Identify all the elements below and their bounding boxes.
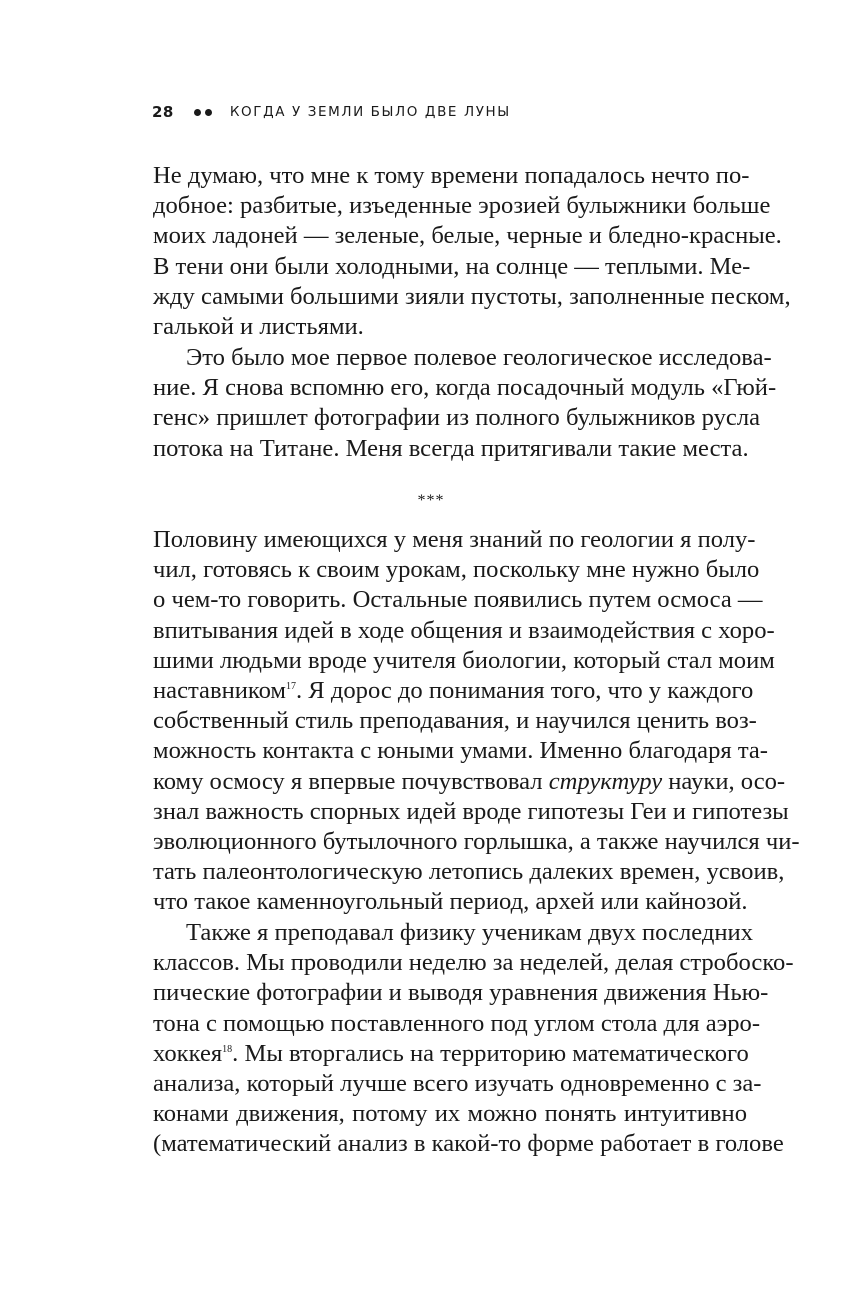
text-line: знал важность спорных идей вроде гипотезы Геи и гипотезы [153,797,789,825]
text-line: тона с помощью поставленного под углом стола для аэро- [153,1009,761,1037]
paragraph-3 [153,525,800,917]
text-line: можность контакта с юными умами. Именно благодаря та- [153,737,768,765]
footnote-ref-17[interactable]: 17 [285,680,296,692]
page-number: 28 [152,103,174,121]
text-line: жду самыми большими зияли пустоты, заполненные песком, [153,282,791,310]
running-head [152,100,511,124]
text-line: анализа, который лучше всего изучать одновременно с за- [153,1069,762,1097]
text-line: Это было мое первое полевое геологическое исследова- [186,344,772,371]
text-line [153,676,754,706]
text-line: Не думаю, что мне к тому времени попадалось нечто по- [153,162,750,189]
text-line: добное: разбитые, изъеденные эрозией булыжники больше [153,192,771,220]
text-line: Также я преподавал физику ученикам двух последних [186,919,754,946]
paragraph-4 [153,918,794,1160]
text-line: (математический анализ в какой-то форме работает в голове [153,1130,784,1158]
text-line: Половину имеющихся у меня знаний по геологии я полу- [153,526,756,553]
text-line: шими людьми вроде учителя биологии, который стал моим [153,646,775,674]
text-line: классов. Мы проводили неделю за неделей, делая стробоско- [153,949,794,977]
dot-icon [194,109,201,116]
paragraph-2 [153,343,777,464]
text-line: впитывания идей в ходе общения и взаимодействия с хоро- [153,616,775,644]
text-line: собственный стиль преподавания, и научился ценить воз- [153,707,757,735]
text-line: генс» пришлет фотографии из полного булыжников русла [153,404,761,432]
text-fragment: науки, осо- [662,767,786,795]
text-fragment: кому осмосу я впервые почувствовал [153,767,549,795]
text-line: конами движения, потому их можно понять интуитивно [153,1100,747,1128]
header-dots-ornament [194,109,212,116]
text-line: тать палеонтологическую летопись далеких времен, усвоив, [153,858,785,886]
paragraph-1 [153,161,791,342]
text-line: потока на Титане. Меня всегда притягивали такие места. [153,434,749,462]
text-fragment: наставником [153,676,286,704]
text-line: о чем-то говорить. Остальные появились путем осмоса — [153,586,763,614]
text-line [153,1039,747,1069]
text-line: чил, готовясь к своим урокам, поскольку мне нужно было [153,556,760,584]
text-line [153,767,786,797]
text-fragment: . Я дорос до понимания того, что у каждого [295,676,754,704]
text-fragment: хоккея [153,1039,223,1067]
text-line: В тени они были холодными, на солнце — теплыми. Ме- [153,252,751,280]
text-line: ние. Я снова вспомню его, когда посадочный модуль «Гюй- [153,374,777,402]
text-line: эволюционного бутылочного горлышка, а также научился чи- [153,827,800,855]
text-line: что такое каменноугольный период, архей или кайнозой. [153,888,748,916]
text-line: моих ладоней — зеленые, белые, черные и бледно-красные. [153,222,782,250]
dot-icon [205,109,212,116]
section-break: *** [417,492,445,509]
text-line: пические фотографии и выводя уравнения движения Нью- [153,979,769,1007]
text-fragment: . Мы вторгались на территорию математического [232,1039,749,1067]
text-line: галькой и листьями. [153,312,364,340]
book-title: КОГДА У ЗЕМЛИ БЫЛО ДВЕ ЛУНЫ [229,104,511,120]
emphasis-text: структуру [548,767,663,795]
footnote-ref-18[interactable]: 18 [222,1043,233,1055]
